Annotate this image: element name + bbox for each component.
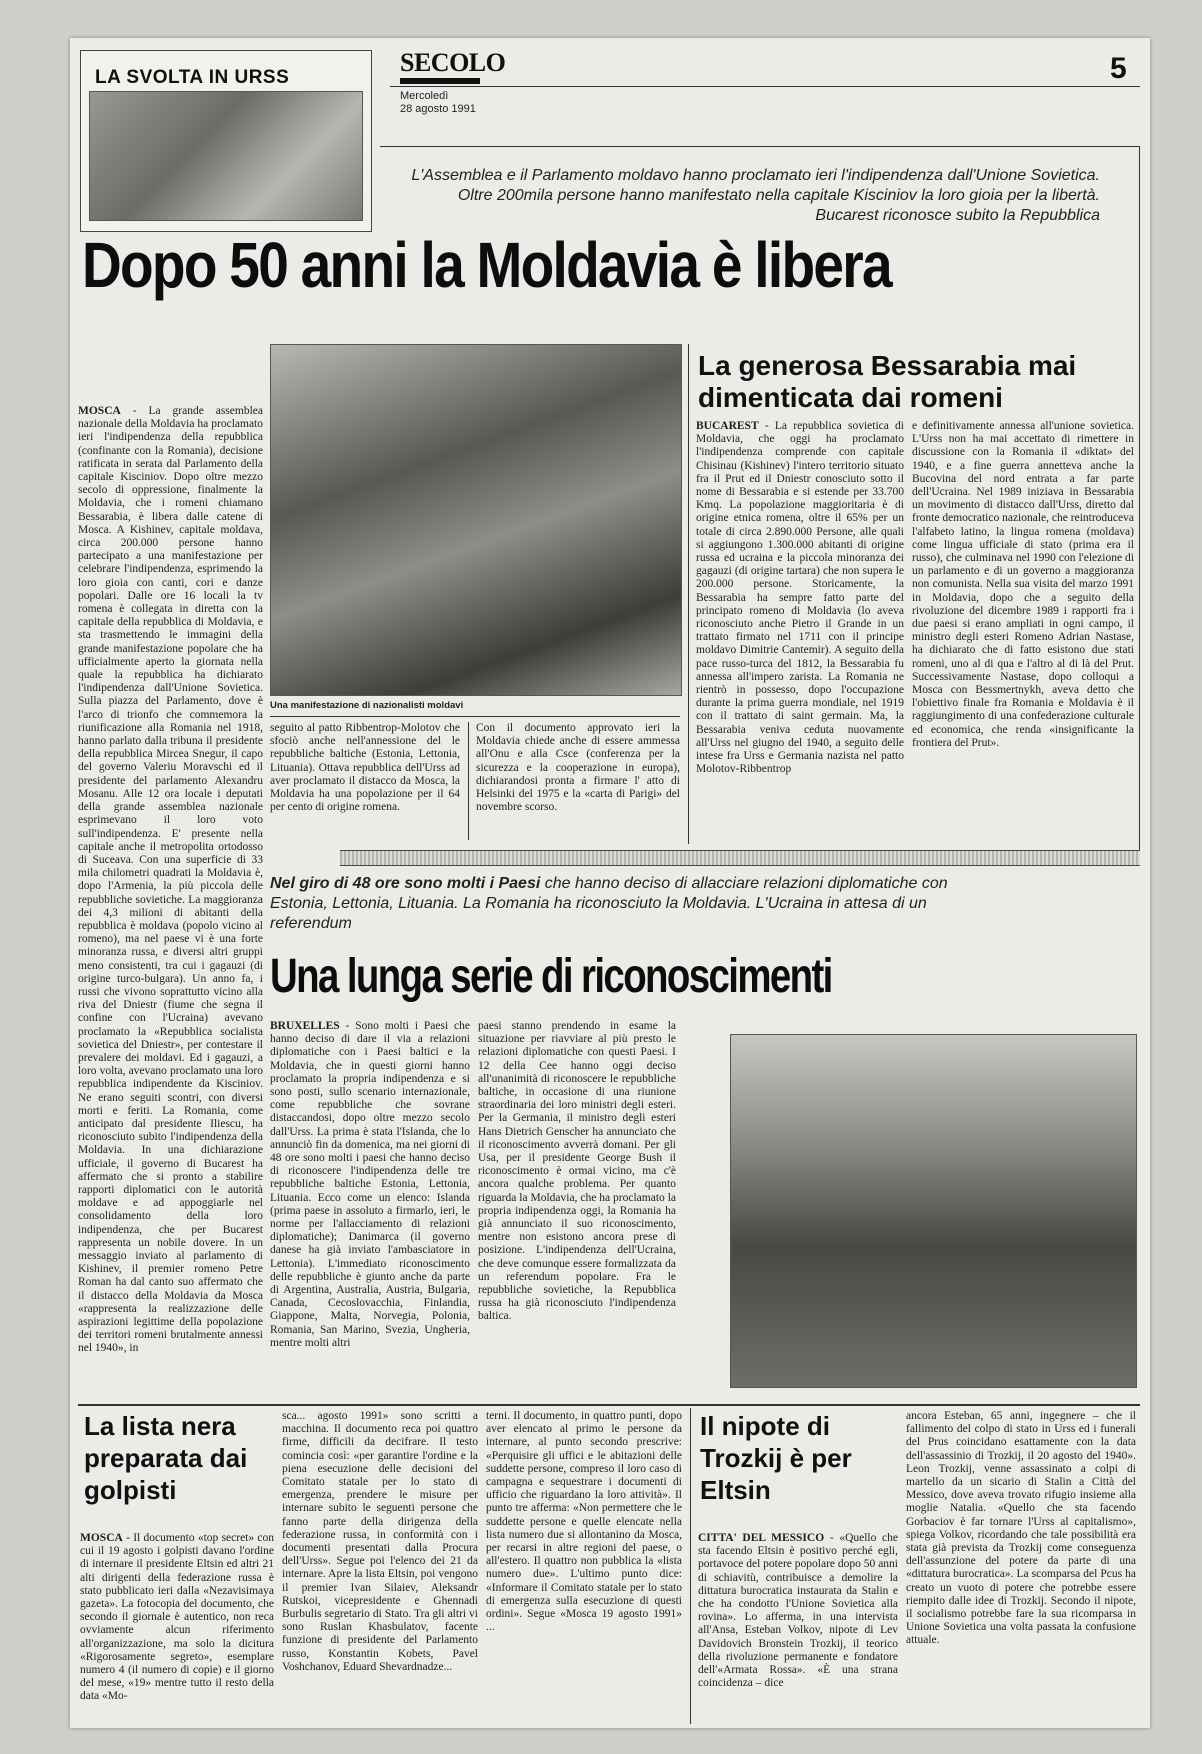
recognition-deck-text: che hanno deciso di allacciare relazioni diplomatiche con Estonia, Lettonia, Lituania. La Romania ha riconosciuto la Moldavia. L'Ucraina in attesa di un referendum	[270, 875, 948, 932]
side-col2: e definitivamente annessa all'unione sovietica. L'Urss non ha mai accettato di rimettere in discussione con la Romania il «diktat» del 1940, e a fine guerra annetteva anche la Bucovina del nord entrata a far parte dell'Ucraina. Nel 1989 iniziava in Bessarabia un movimento di distacco dall'Urss, diretto dal fronte democratico nazionale, che reintroduceva l'alfabeto latino, la lingua romena (moldava) come lingua ufficiale di stato (prima era il russo), che culminava nel 1990 con l'elezione di un parlamento e di un governo a maggioranza non comunista. Nella sua visita del marzo 1991 in Moldavia, dopo che a seguito della rivoluzione del dicembre 1989 i rapporti fra i due paesi si erano ampliati in ogni campo, il ministro degli esteri Romeno Adrian Nastase, ha dichiarato che di fatto esistono due stati romeni, uno al di qua e l'altro al di là del Prut. Successivamente Nastase, dopo colloqui a Mosca con Bessmertnykh, aveva detto che l'obiettivo finale fra Romania e Moldavia è il raggiungimento di una confederazione culturale ed economica, che renda «insignificante la frontiera del Prut».	[912, 420, 1134, 749]
page-number: 5	[1110, 52, 1127, 85]
date-weekday: Mercoledì	[400, 90, 449, 102]
officials-photo	[730, 1034, 1137, 1388]
recognition-headline: Una lunga serie di riconoscimenti	[270, 950, 832, 1003]
section-kicker: LA SVOLTA IN URSS	[95, 67, 290, 88]
main-caption-rule	[270, 716, 680, 717]
main-headline: Dopo 50 anni la Moldavia è libera	[82, 229, 891, 301]
gorbachev-yeltsin-photo	[89, 91, 363, 221]
date-line	[400, 90, 476, 116]
bottom-rule	[78, 1404, 1140, 1406]
newspaper-page	[70, 38, 1150, 1728]
recognition-deck	[270, 874, 970, 934]
recognition-dateline: BRUXELLES	[270, 1020, 340, 1032]
frame-top	[380, 146, 1140, 147]
masthead: SECOLO	[400, 48, 506, 77]
recognition-col1-text: - Sono molti i Paesi che hanno deciso di dare il via a relazioni diplomatiche con i Paesi baltici e la Moldavia, che in questi giorni hanno proclamato la propria indipendenza e si sono posti, sullo scenario internazionale, come repubbliche che sovrane distaccandosi, dopo oltre mezzo secolo dall'Urss. La prima è stata l'Islanda, che lo annunciò fin da domenica, ma nei giorni di 48 ore sono molti i paesi che hanno deciso di riconoscere l'indipendenza delle tre repubbliche baltiche Estonia, Lettonia, Lituania. Ecco come un elenco: Islanda (prima paese in assoluto a firmarlo, ieri, le norme per l'allacciamento di relazioni diplomatiche); Danimarca (il governo danese ha già inviato l'ambasciatore in Lettonia). L'immediato riconoscimento delle repubbliche è giunto anche da parte di Argentina, Australia, Austria, Bulgaria, Canada, Cecoslovacchia, Finlandia, Giappone, Malta, Norvegia, Polonia, Romania, San Marino, Svezia, Ungheria, mentre molti altri	[270, 1020, 470, 1349]
lista-dateline: MOSCA	[80, 1532, 123, 1544]
lista-col1	[80, 1532, 274, 1722]
date-full: 28 agosto 1991	[400, 103, 476, 115]
recognition-col2: paesi stanno prendendo in esame la situazione per riavviare al più presto le relazioni diplomatiche con questi Paesi. I 12 della Cee hanno oggi deciso all'unanimità di riconoscere le repubbliche baltiche, in occasione di una riunione straordinaria dei loro ministri degli esteri. Per la Germania, il ministro degli esteri Hans Dietrich Genscher ha annunciato che il riconoscimento avverrà domani. Per gli Usa, per il presidente George Bush il riconoscimento è ormai vicino, ma c'è ancora qualche problema. Per quanto riguarda la Moldavia, che ha proclamato la propria indipendenza oggi, la Romania ha già annunciato il suo riconoscimento, mentre non esistono ancora prese di posizione. L'indipendenza dell'Ucraina, che deve comunque essere formalizzata da un referendum popolare. Fra le repubbliche sovietiche, la Repubblica russa ha già riconosciuto l'indipendenza baltica.	[478, 1020, 676, 1323]
main-dateline: MOSCA	[78, 405, 121, 417]
photo-caption: Una manifestazione di nazionalisti moldavi	[270, 700, 464, 711]
trozkij-col2: ancora Esteban, 65 anni, ingegnere – che il fallimento del colpo di stato in Urss ed i funerali del Prus coincidano esattamente con la data dell'assassinio di Trozkij, il 20 agosto del 1940». Leon Trozkij, venne assassinato a colpi di martello da un sicario di Stalin a Città del Messico, dove aveva trovato rifugio insieme alla moglie Natalia. «Quello che sta facendo Gorbaciov è far tornare l'Urss al capitalismo», spiega Volkov, ricordando che tale possibilità era stata già prevista da Trozkij come conseguenza dell'assunzione del potere da parte di una «dittatura burocratica». La scomparsa del Pcus ha creato un vuoto di potere che potrebbe essere riempito dalle idee di Trozkij. Secondo il nipote, il socialismo potrebbe fare la sua ricomparsa in Unione Sovietica una volta passata la confusione attuale.	[906, 1410, 1136, 1647]
trozkij-dateline: CITTA' DEL MESSICO	[698, 1532, 825, 1544]
side-divider	[688, 344, 689, 844]
side-dateline: BUCAREST	[696, 420, 759, 432]
section-band	[340, 850, 1140, 866]
masthead-bar	[400, 78, 480, 84]
side-col1	[696, 420, 904, 844]
trozkij-headline: Il nipote di Trozkij è per Eltsin	[700, 1411, 852, 1505]
side-col1-text: - La repubblica sovietica di Moldavia, che oggi ha proclamato l'indipendenza comprende con capitale Chisinau (Kishinev) l'intero territorio situato fra il Prut ed il Dniestr conosciuto sotto il nome di Bessarabia e si estende per 33.700 Kmq. La popolazione maggioritaria è di origine etnica romena, oltre il 65% per un totale di circa 2.890.000 Persone, alle quali si aggiungono 1.300.000 abitanti di origine russa ed ucraina e la piccola minoranza dei gagauzi (di origine tartara) che non supera le 200.000 persone. Storicamente, la Bessarabia ha sempre fatto parte del principato romeno di Moldavia (lo aveva riconosciuto anche Pietro il Grande in un trattato firmato nel 1711 con il principe moldavo Dimitrie Cantemir). A seguito della pace russo-turca del 1812, la Bessarabia fu annessa all'impero zarista. La Romania ne rientrò in possesso, dopo l'occupazione durante la prima guerra mondiale, nel 1919 con il trattato di saint germain. Ma, la Bessarabia veniva ceduta nuovamente all'Urss nel giugno del 1940, a seguito delle intese fra Urss e Germania nazista nel patto Molotov-Ribbentrop	[696, 420, 904, 776]
col-divider	[468, 722, 469, 840]
header-rule	[390, 86, 1140, 87]
trozkij-col1-text: - «Quello che sta facendo Eltsin è positivo perché egli, portavoce del potere popolare dopo 50 anni di schiavitù, contribuisce a demolire la dittatura burocratica instaurata da Stalin e che ha condotto l'Unione Sovietica alla rovina». Lo afferma, in una intervista all'Ansa, Esteban Volkov, nipote di Lev Davidovich Bronstein Trozkij, il teorico della rivoluzione permanente e fondatore dell'«Armata Rossa». «È una strana coincidenza – dice	[698, 1532, 898, 1690]
side-headline: La generosa Bessarabia mai dimenticata dai romeni	[698, 350, 1077, 413]
main-col1-text: - La grande assemblea nazionale della Moldavia ha proclamato ieri l'indipendenza della repubblica (confinante con la Romania), decisione ratificata in serata dal Parlamento della capitale Kisciniov. Dopo oltre mezzo secolo di oppressione, finalmente la Moldavia, che i romeni chiamano Bessarabia, è libera dalle catene di Mosca. A Kishinev, capitale moldava, circa 200.000 persone hanno partecipato a una manifestazione per celebrare l'indipendenza, esprimendo la loro gioia con canti, cori e danze popolari. Dalle ore 16 locali la tv romena è collegata in diretta con la capitale della repubblica di Moldavia, e sta trasmettendo le immagini della grande manifestazione popolare che ha ufficialmente aperto la giornata nella quale la repubblica ha dichiarato l'indipendenza dall'Unione Sovietica. Sulla piazza del Parlamento, dove è l'arco di trionfo che commemora la riunificazione alla Romania nel 1918, hanno parlato dalla tribuna il presidente della repubblica Mircea Snegur, il capo del governo Valeriu Moravschi ed il presidente del parlamento Alexandru Mosanu. Alle 12 ora locale i deputati della grande assemblea nazionale esprimevano il loro voto sull'indipendenza. E' presente nella capitale anche il metropolita ortodosso di Suceava. Con una superficie di 33 mila chilometri quadrati la Moldavia è, dopo l'Armenia, la più piccola delle repubbliche sovietiche. La maggioranza dei 4,3 milioni di abitanti della repubblica è moldava (popolo vicino al romeno), ma nel paese vi è una forte minoranza russa, e diversi altri gruppi meno consistenti, tra cui i gagauzi (di origine turco-bulgara). Un anno fa, i russi che vivono soprattutto vicino alla riva del Dniestr (fiume che segna il confine con l'Ucraina) avevano proclamato la «Repubblica socialista sovietica del Dniestr», per contestare il prevalere dei moldavi. Ed i gagauzi, a loro volta, avevano proclamato una loro repubblica indipendente da Kisciniov. Ne erano seguiti scontri, con diversi morti e feriti. La Romania, come anticipato dal presidente Iliescu, ha riconosciuto subito l'indipendenza della Moldavia. In una dichiarazione ufficiale, il governo di Bucarest ha affermato che si pronto a stabilire rapporti diplomatici con le autorità moldave e ad appoggiarle nel consolidamento della loro indipendenza, che per Bucarest rappresenta un nobile dovere. In un messaggio inviato al parlamento di Kishinev, il premier romeno Petre Roman ha dal canto suo affermato che il distacco della Moldavia da Mosca «rappresenta la realizzazione delle aspirazioni legittime della popolazione dei territori romeni brutalmente annessi nel 1940», in	[78, 405, 263, 1355]
demonstration-photo	[270, 344, 682, 696]
main-col2: seguito al patto Ribbentrop-Molotov che sfociò anche nell'annessione del le repubbliche baltiche (Estonia, Lettonia, Lituania). Ottava repubblica dell'Urss ad aver proclamato il distacco da Mosca, la Moldavia ha una popolazione per il 64 per cento di origine romena.	[270, 722, 460, 814]
recognition-deck-bold: Nel giro di 48 ore sono molti i Paesi	[270, 875, 541, 892]
lista-headline: La lista nera preparata dai golpisti	[84, 1411, 248, 1505]
bottom-divider	[690, 1408, 691, 1724]
kicker-box	[80, 50, 372, 232]
frame-right	[1139, 146, 1140, 866]
lista-col2: sca... agosto 1991» sono scritti a macchina. Il documento reca poi quattro firme, difficili da decifrare. Il testo comincia così: «per garantire l'ordine e la piena esecuzione delle decisioni del Comitato statale per lo stato di emergenza, prendere le misure per internare subito le seguenti persone che fanno parte della dirigenza della federazione russa, in conformità con i documenti presentati dalla Procura dell'Urss». Segue poi l'elenco dei 21 da internare. Apre la lista Eltsin, poi vengono il premier Ivan Silaiev, Aleksandr Rutskoi, vicepresidente e Ghennadi Burbulis segretario di Stato. Tra gli altri vi sono Ruslan Khasbulatov, facente funzione di presidente del Parlamento russo, Konstantin Kobets, Pavel Voshchanov, Eduard Shevardnadze...	[282, 1410, 478, 1673]
recognition-col1	[270, 1020, 470, 1396]
main-col1	[78, 405, 263, 1405]
main-col3: Con il documento approvato ieri la Moldavia chiede anche di essere ammessa all'Onu e alla Csce (conferenza per la sicurezza e la cooperazione in europa), dichiarandosi pronta a firmare l' atto di Helsinki del 1975 e la «carta di Parigi» del novembre scorso.	[476, 722, 680, 814]
lista-col3: terni. Il documento, in quattro punti, dopo aver elencato al primo le persone da internare, al punto secondo prescrive: «Perquisire gli uffici e le abitazioni delle suddette persone, compreso il loro caso di campagna e sequestrare i documenti di ufficio che riguardano la loro attività». Il punto tre afferma: «Non permettere che le suddette persone e quelle elencate nella lista numero due si allontanino da Mosca, per recarsi in altre regioni del paese, o all'estero. Il quattro non pubblica la «lista numero due». L'ultimo punto dice: «Informare il Comitato statale per lo stato di emergenza sulla esecuzione di questi ordini». Segue «Mosca 19 agosto 1991» ...	[486, 1410, 682, 1634]
trozkij-col1	[698, 1532, 898, 1722]
lista-col1-text: - Il documento «top secret» con cui il 19 agosto i golpisti davano l'ordine di internare il presidente Eltsin ed altri 21 alti dirigenti della federazione russa è stato pubblicato ieri dalla «Nezavisimaya gazeta». La fotocopia del documento, che secondo il giornale è autentico, non reca ovviamente alcun riferimento all'organizzazione, ma solo la dicitura «Rigorosamente segreto», esemplare numero 4 (il numero di copie) e il giorno del mese, «19» mentre tutto il resto della data «Mo-	[80, 1532, 274, 1703]
main-deck: L'Assemblea e il Parlamento moldavo hanno proclamato ieri l'indipendenza dall'Unione Sovietica. Oltre 200mila persone hanno manifestato nella capitale Kisciniov la loro gioia per la libertà. Bucarest riconosce subito la Repubblica	[411, 167, 1100, 224]
